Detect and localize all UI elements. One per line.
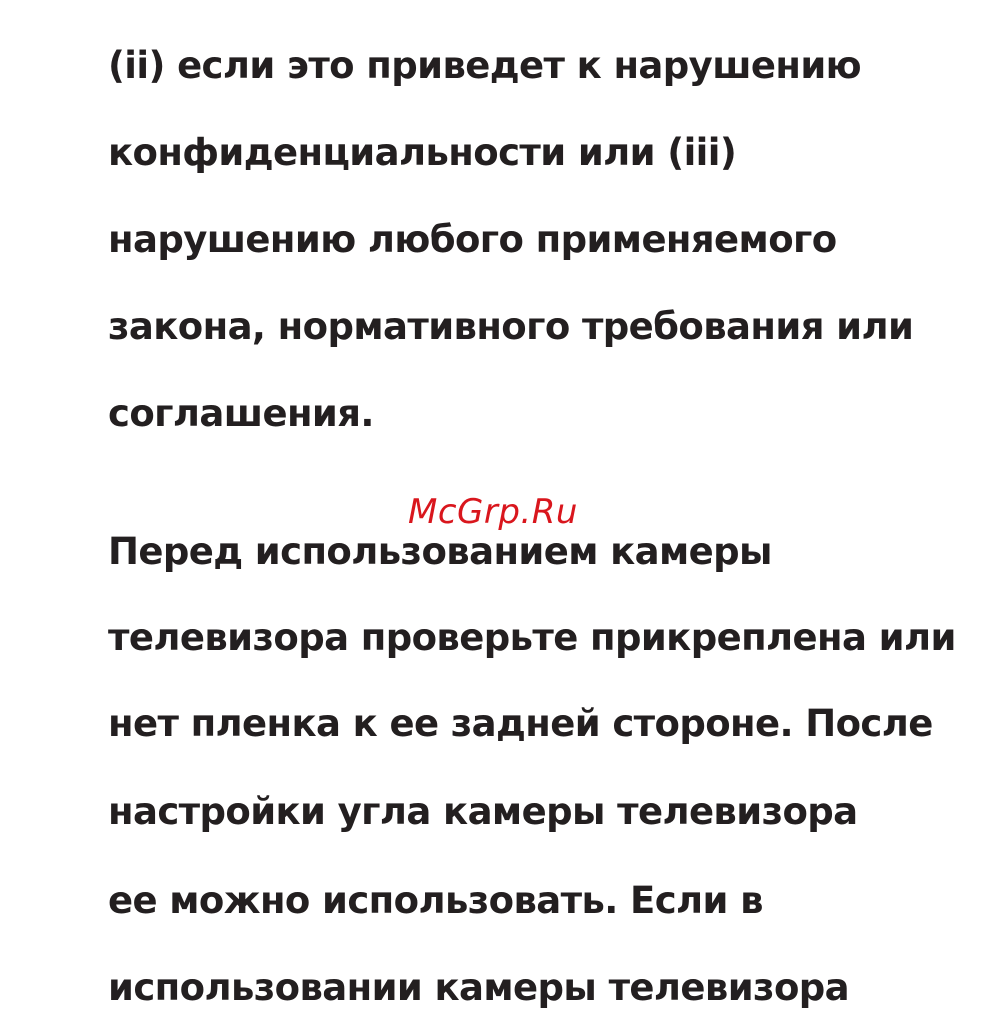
- text-line: использовании камеры телевизора: [108, 966, 850, 1009]
- text-line: настройки угла камеры телевизора: [108, 790, 858, 833]
- text-line: (ii) если это приведет к нарушению: [108, 44, 862, 87]
- text-line: нет пленка к ее задней стороне. После: [108, 702, 933, 745]
- watermark: McGrp.Ru: [408, 492, 578, 532]
- text-line: соглашения.: [108, 392, 374, 435]
- text-line: нарушению любого применяемого: [108, 218, 837, 261]
- text-line: закона, нормативного требования или: [108, 305, 914, 348]
- text-line: телевизора проверьте прикреплена или: [108, 616, 956, 659]
- text-line: конфиденциальности или (iii): [108, 131, 737, 174]
- text-line: ее можно использовать. Если в: [108, 879, 763, 922]
- text-line: Перед использованием камеры: [108, 530, 772, 573]
